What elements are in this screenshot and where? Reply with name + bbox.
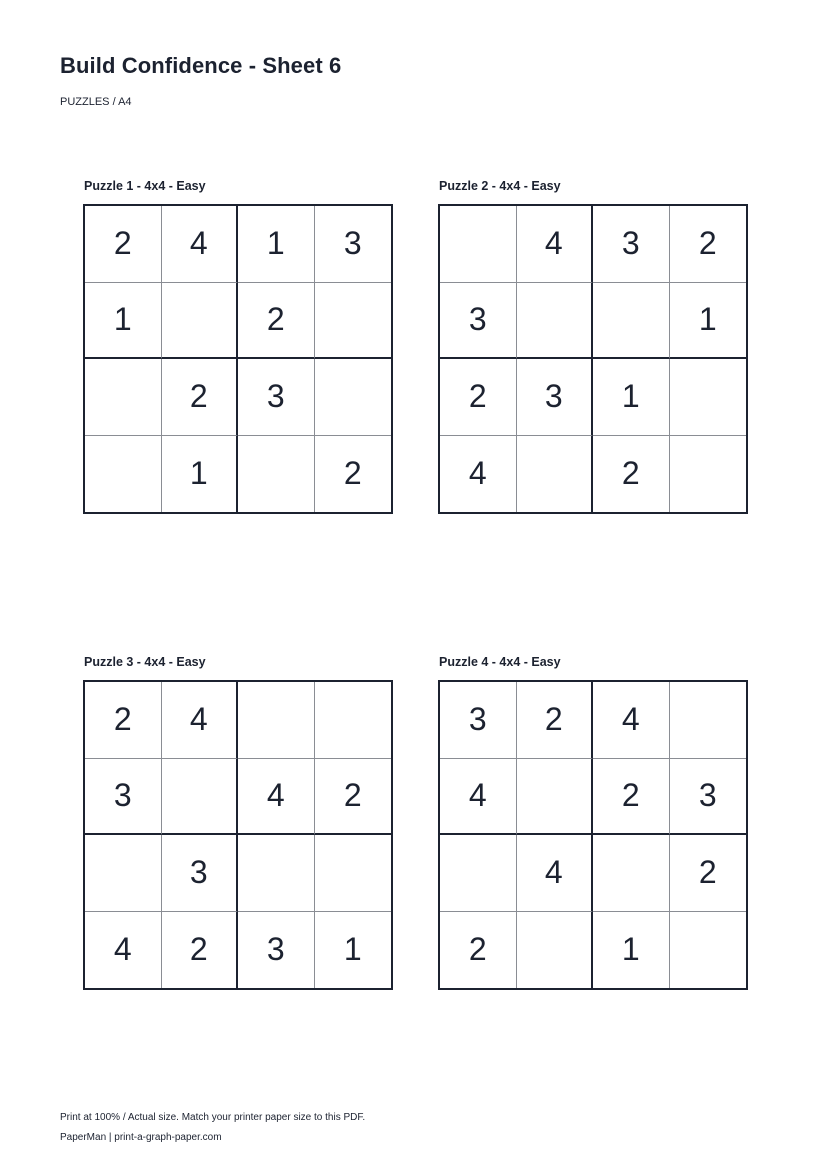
grid-cell [440, 206, 517, 283]
grid-cell [315, 682, 392, 759]
grid-cell: 4 [162, 206, 239, 283]
grid-cell: 3 [85, 759, 162, 836]
grid-cell: 2 [85, 682, 162, 759]
grid-cell: 2 [238, 283, 315, 360]
grid-cell: 1 [85, 283, 162, 360]
print-instructions: Print at 100% / Actual size. Match your printer paper size to this PDF. [60, 1112, 366, 1123]
grid-cell: 4 [440, 436, 517, 513]
sudoku-grid [438, 680, 748, 990]
grid-cell [315, 359, 392, 436]
grid-cell: 4 [517, 206, 594, 283]
grid-cell: 2 [85, 206, 162, 283]
grid-cell: 1 [593, 359, 670, 436]
grid-cell [517, 912, 594, 989]
grid-cell: 1 [162, 436, 239, 513]
grid-cell [670, 682, 747, 759]
grid-cell: 1 [343, 931, 362, 968]
grid-cell: 3 [162, 835, 239, 912]
grid-cell [670, 912, 747, 989]
grid-cell: 4 [85, 912, 162, 989]
grid-cell [593, 283, 670, 360]
grid-cell [315, 283, 392, 360]
puzzle-label: Puzzle 4 - 4x4 - Easy [439, 655, 561, 669]
grid-cell: 2 [162, 912, 239, 989]
grid-cell: 2 [670, 835, 747, 912]
brand-credit: PaperMan | print-a-graph-paper.com [60, 1132, 222, 1143]
grid-cell: 2 [593, 436, 670, 513]
page-title: Build Confidence - Sheet 6 [60, 53, 342, 78]
grid-cell [238, 436, 315, 513]
grid-cell: 3 [238, 359, 315, 436]
grid-cell [517, 759, 594, 836]
grid-cell: 2 [517, 682, 594, 759]
grid-cell: 4 [238, 759, 315, 836]
sudoku-grid [83, 680, 393, 990]
grid-cell [670, 359, 747, 436]
grid-cell [162, 283, 239, 360]
grid-cell: 4 [440, 759, 517, 836]
grid-cell: 3 [440, 283, 517, 360]
grid-cell: 1 [670, 283, 747, 360]
grid-cell [85, 436, 162, 513]
grid-cell [238, 835, 315, 912]
grid-cell [593, 835, 670, 912]
grid-cell: 3 [238, 912, 315, 989]
grid-cell: 2 [440, 359, 517, 436]
puzzle-label: Puzzle 2 - 4x4 - Easy [439, 179, 561, 193]
grid-cell: 3 [440, 682, 517, 759]
grid-cell [670, 436, 747, 513]
grid-cell: 2 [343, 455, 362, 492]
puzzle-label: Puzzle 1 - 4x4 - Easy [84, 179, 206, 193]
grid-cell [238, 682, 315, 759]
puzzle-1 [83, 179, 393, 519]
grid-cell: 4 [162, 682, 239, 759]
grid-cell: 2 [315, 759, 392, 836]
grid-cell: 2 [440, 912, 517, 989]
puzzle-2 [438, 179, 748, 519]
grid-cell: 3 [593, 206, 670, 283]
grid-cell: 4 [517, 835, 594, 912]
grid-cell: 2 [670, 206, 747, 283]
grid-cell [517, 283, 594, 360]
grid-cell: 2 [162, 359, 239, 436]
grid-cell [85, 359, 162, 436]
puzzle-label: Puzzle 3 - 4x4 - Easy [84, 655, 206, 669]
grid-cell: 3 [517, 359, 594, 436]
puzzle-3 [83, 655, 393, 995]
sudoku-grid [438, 204, 748, 514]
puzzle-4 [438, 655, 748, 995]
grid-cell: 1 [238, 206, 315, 283]
page-subtitle: PUZZLES / A4 [60, 96, 132, 108]
grid-cell [440, 835, 517, 912]
grid-cell [517, 436, 594, 513]
grid-cell: 4 [593, 682, 670, 759]
grid-cell: 1 [593, 912, 670, 989]
grid-cell [315, 835, 392, 912]
grid-cell: 3 [315, 206, 392, 283]
grid-cell: 3 [670, 759, 747, 836]
grid-cell [85, 835, 162, 912]
grid-cell [162, 759, 239, 836]
grid-cell: 2 [593, 759, 670, 836]
sudoku-grid [83, 204, 393, 514]
